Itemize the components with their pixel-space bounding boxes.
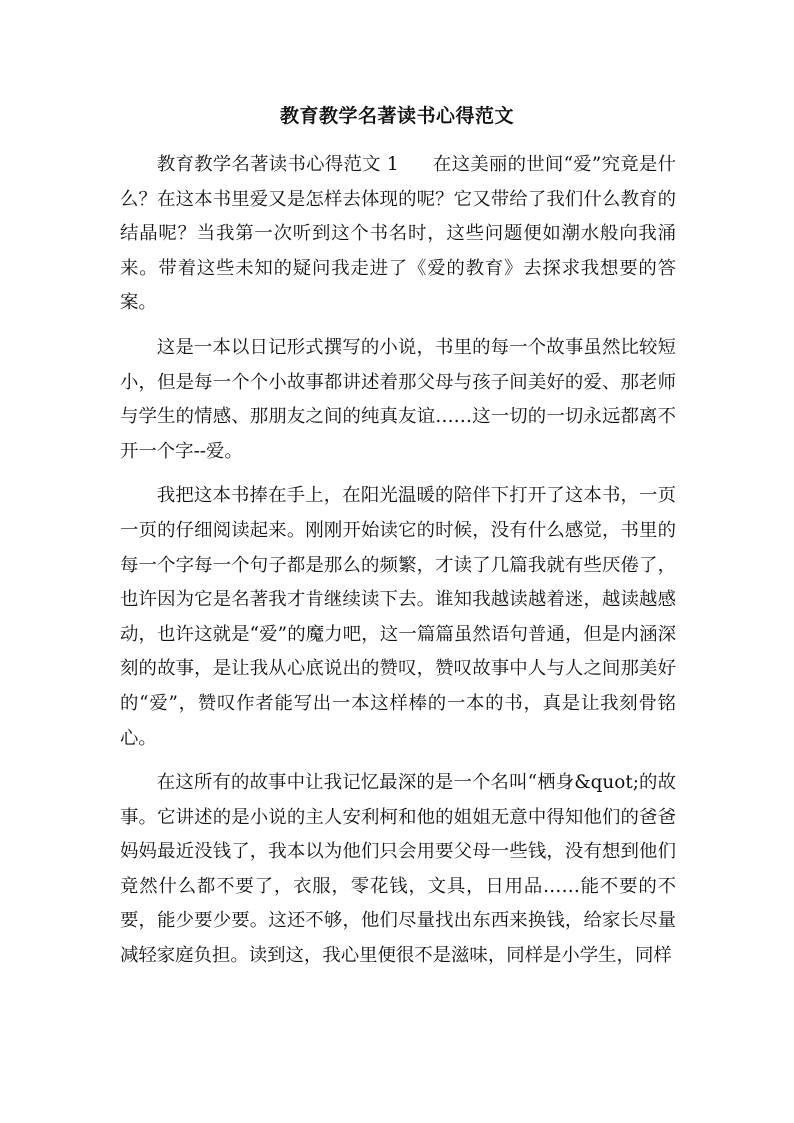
paragraph-3: [120, 479, 676, 756]
paragraph-1: [120, 148, 676, 321]
paragraph-2: [120, 331, 676, 469]
paragraph-lead: 教育教学名著读书心得范文 1: [156, 154, 399, 175]
paragraph-text: 在这所有的故事中让我记忆最深的是一个名叫“栖身&quot;的故事。它讲述的是小说的主人安利柯和他的姐姐无意中得知他们的爸爸妈妈最近没钱了，我本以为他们只会用要父母一些钱，没有想到他们竟然什么都不要了，衣服，零花钱，文具，日用品……能不要的不要，能少要少要。这还不够，他们尽量找出东西来换钱，给家长尽量减轻家庭负担。读到这，我心里便很不是滋味，同样是小学生，同样: [120, 772, 676, 967]
paragraph-text: 我把这本书捧在手上，在阳光温暖的陪伴下打开了这本书，一页一页的仔细阅读起来。刚刚开始读它的时候，没有什么感觉，书里的每一个字每一个句子都是那么的频繁，才读了几篇我就有些厌倦了，也许因为它是名著我才肯继续读下去。谁知我越读越着迷，越读越感动，也许这就是“爱”的魔力吧，这一篇篇虽然语句普通，但是内涵深刻的故事，是让我从心底说出的赞叹，赞叹故事中人与人之间那美好的“爱”，赞叹作者能写出一本这样棒的一本的书，真是让我刻骨铭心。: [120, 485, 676, 749]
paragraph-4: [120, 766, 676, 974]
paragraph-text: 这是一本以日记形式撰写的小说，书里的每一个故事虽然比较短小，但是每一个个小故事都讲述着那父母与孩子间美好的爱、那老师与学生的情感、那朋友之间的纯真友谊……这一切的一切永远都离不开一个字--爱。: [120, 336, 676, 462]
document-body: [120, 148, 676, 974]
paragraph-text: 在这美丽的世间“爱”究竟是什么？在这本书里爱又是怎样去体现的呢？它又带给了我们什么教育的结晶呢？当我第一次听到这个书名时，这些问题便如潮水般向我涌来。带着这些未知的疑问我走进了《爱的教育》去探求我想要的答案。: [120, 154, 676, 314]
document-title: 教育教学名著读书心得范文: [279, 105, 514, 127]
